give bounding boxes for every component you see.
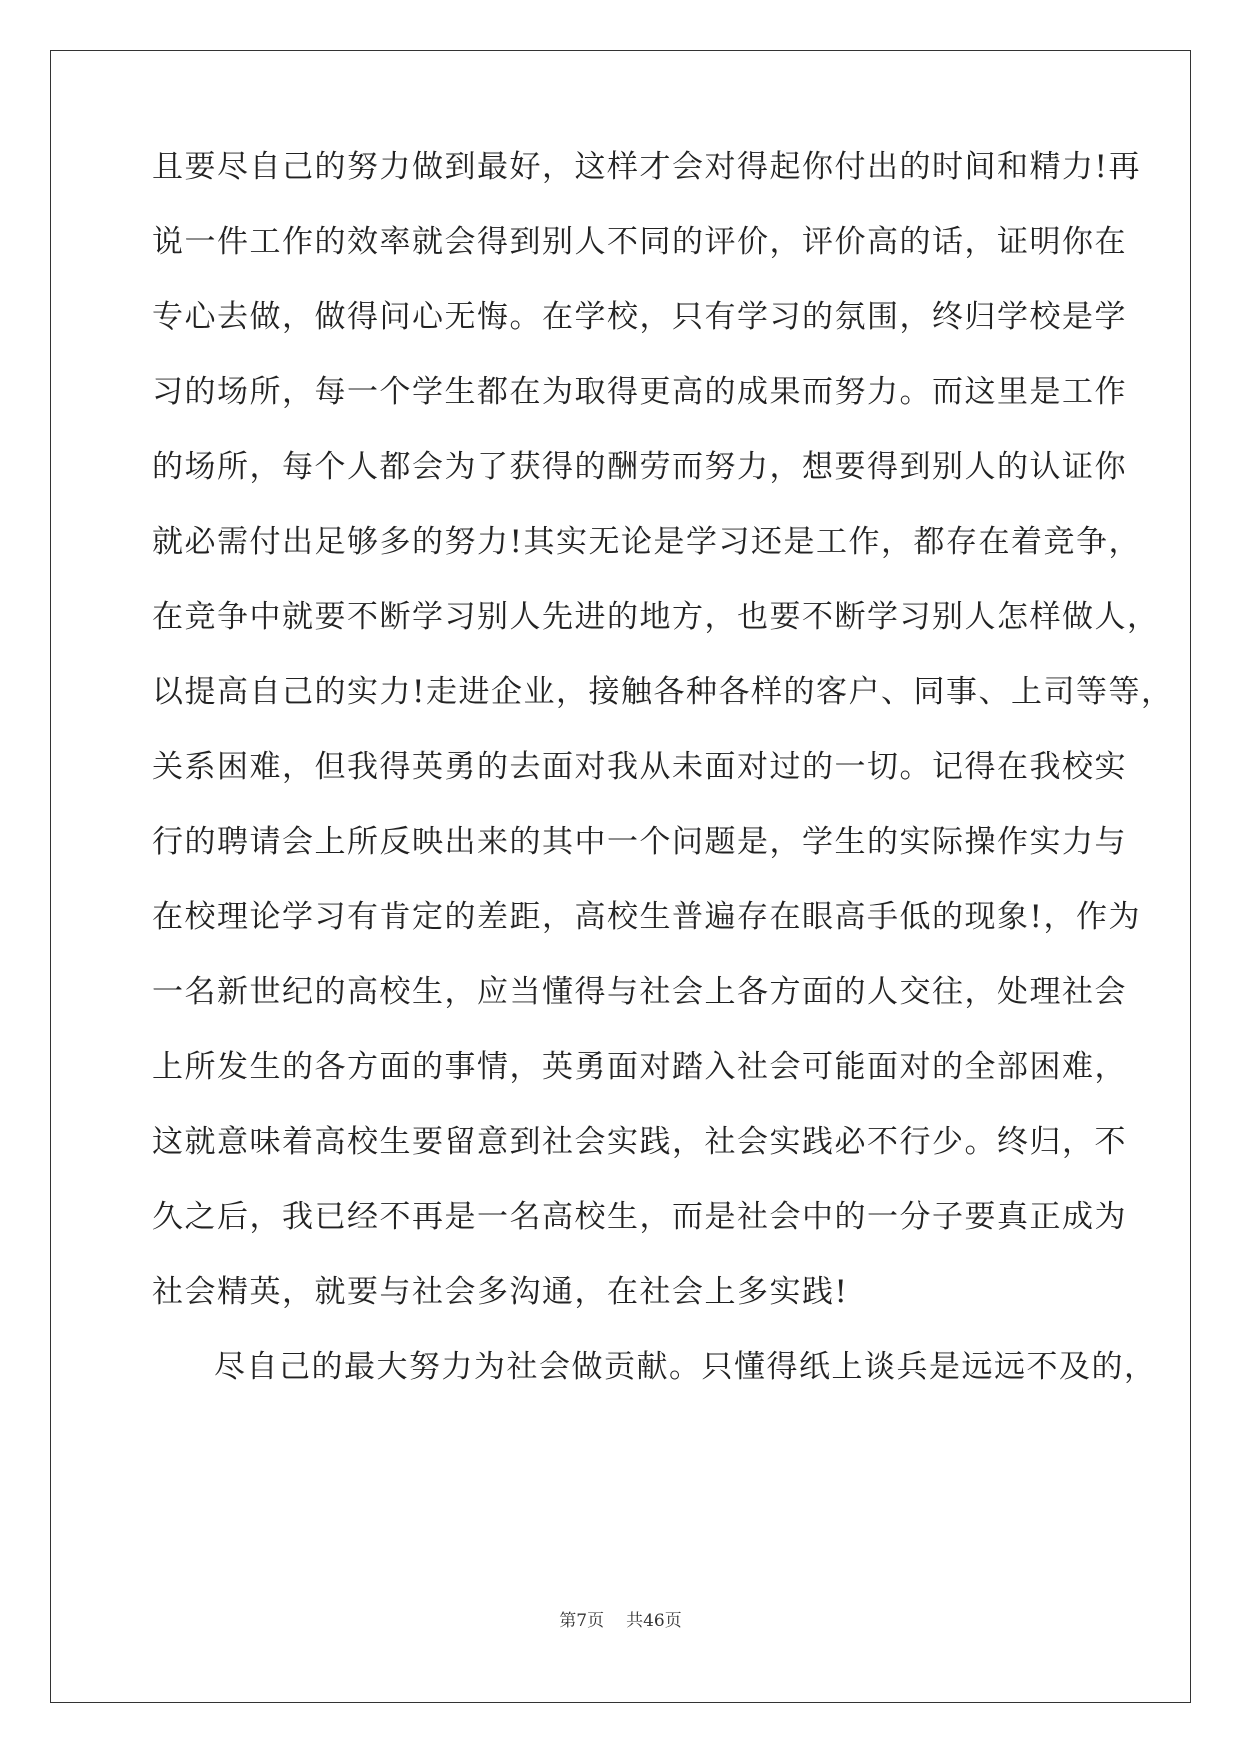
text-line: 就必需付出足够多的努力!其实无论是学习还是工作，都存在着竞争， — [152, 524, 1141, 560]
text-line: 一名新世纪的高校生，应当懂得与社会上各方面的人交往，处理社会 — [152, 974, 1127, 1010]
text-line: 久之后，我已经不再是一名高校生，而是社会中的一分子要真正成为 — [152, 1199, 1127, 1235]
paragraph-start-line: 尽自己的最大努力为社会做贡献。只懂得纸上谈兵是远远不及的， — [214, 1349, 1157, 1385]
text-line: 以提高自己的实力!走进企业，接触各种各样的客户、同事、上司等等， — [152, 674, 1174, 710]
text-line: 在竞争中就要不断学习别人先进的地方，也要不断学习别人怎样做人， — [152, 599, 1160, 635]
text-line: 在校理论学习有肯定的差距，高校生普遍存在眼高手低的现象!，作为 — [152, 899, 1141, 935]
text-line: 专心去做，做得问心无悔。在学校，只有学习的氛围，终归学校是学 — [152, 299, 1127, 335]
page-number: 第7页 — [559, 1611, 605, 1631]
text-line: 行的聘请会上所反映出来的其中一个问题是，学生的实际操作实力与 — [152, 824, 1127, 860]
text-line: 习的场所，每一个学生都在为取得更高的成果而努力。而这里是工作 — [152, 374, 1127, 410]
text-line: 且要尽自己的努力做到最好，这样才会对得起你付出的时间和精力!再 — [152, 149, 1141, 185]
page-total: 共46页 — [626, 1611, 682, 1631]
text-line: 的场所，每个人都会为了获得的酬劳而努力，想要得到别人的认证你 — [152, 449, 1127, 485]
text-line: 这就意味着高校生要留意到社会实践，社会实践必不行少。终归，不 — [152, 1124, 1127, 1160]
text-line: 说一件工作的效率就会得到别人不同的评价，评价高的话，证明你在 — [152, 224, 1127, 260]
text-line: 社会精英，就要与社会多沟通，在社会上多实践! — [152, 1274, 849, 1310]
text-line: 关系困难，但我得英勇的去面对我从未面对过的一切。记得在我校实 — [152, 749, 1127, 785]
text-line: 上所发生的各方面的事情，英勇面对踏入社会可能面对的全部困难， — [152, 1049, 1127, 1085]
page-footer — [0, 1606, 1241, 1631]
